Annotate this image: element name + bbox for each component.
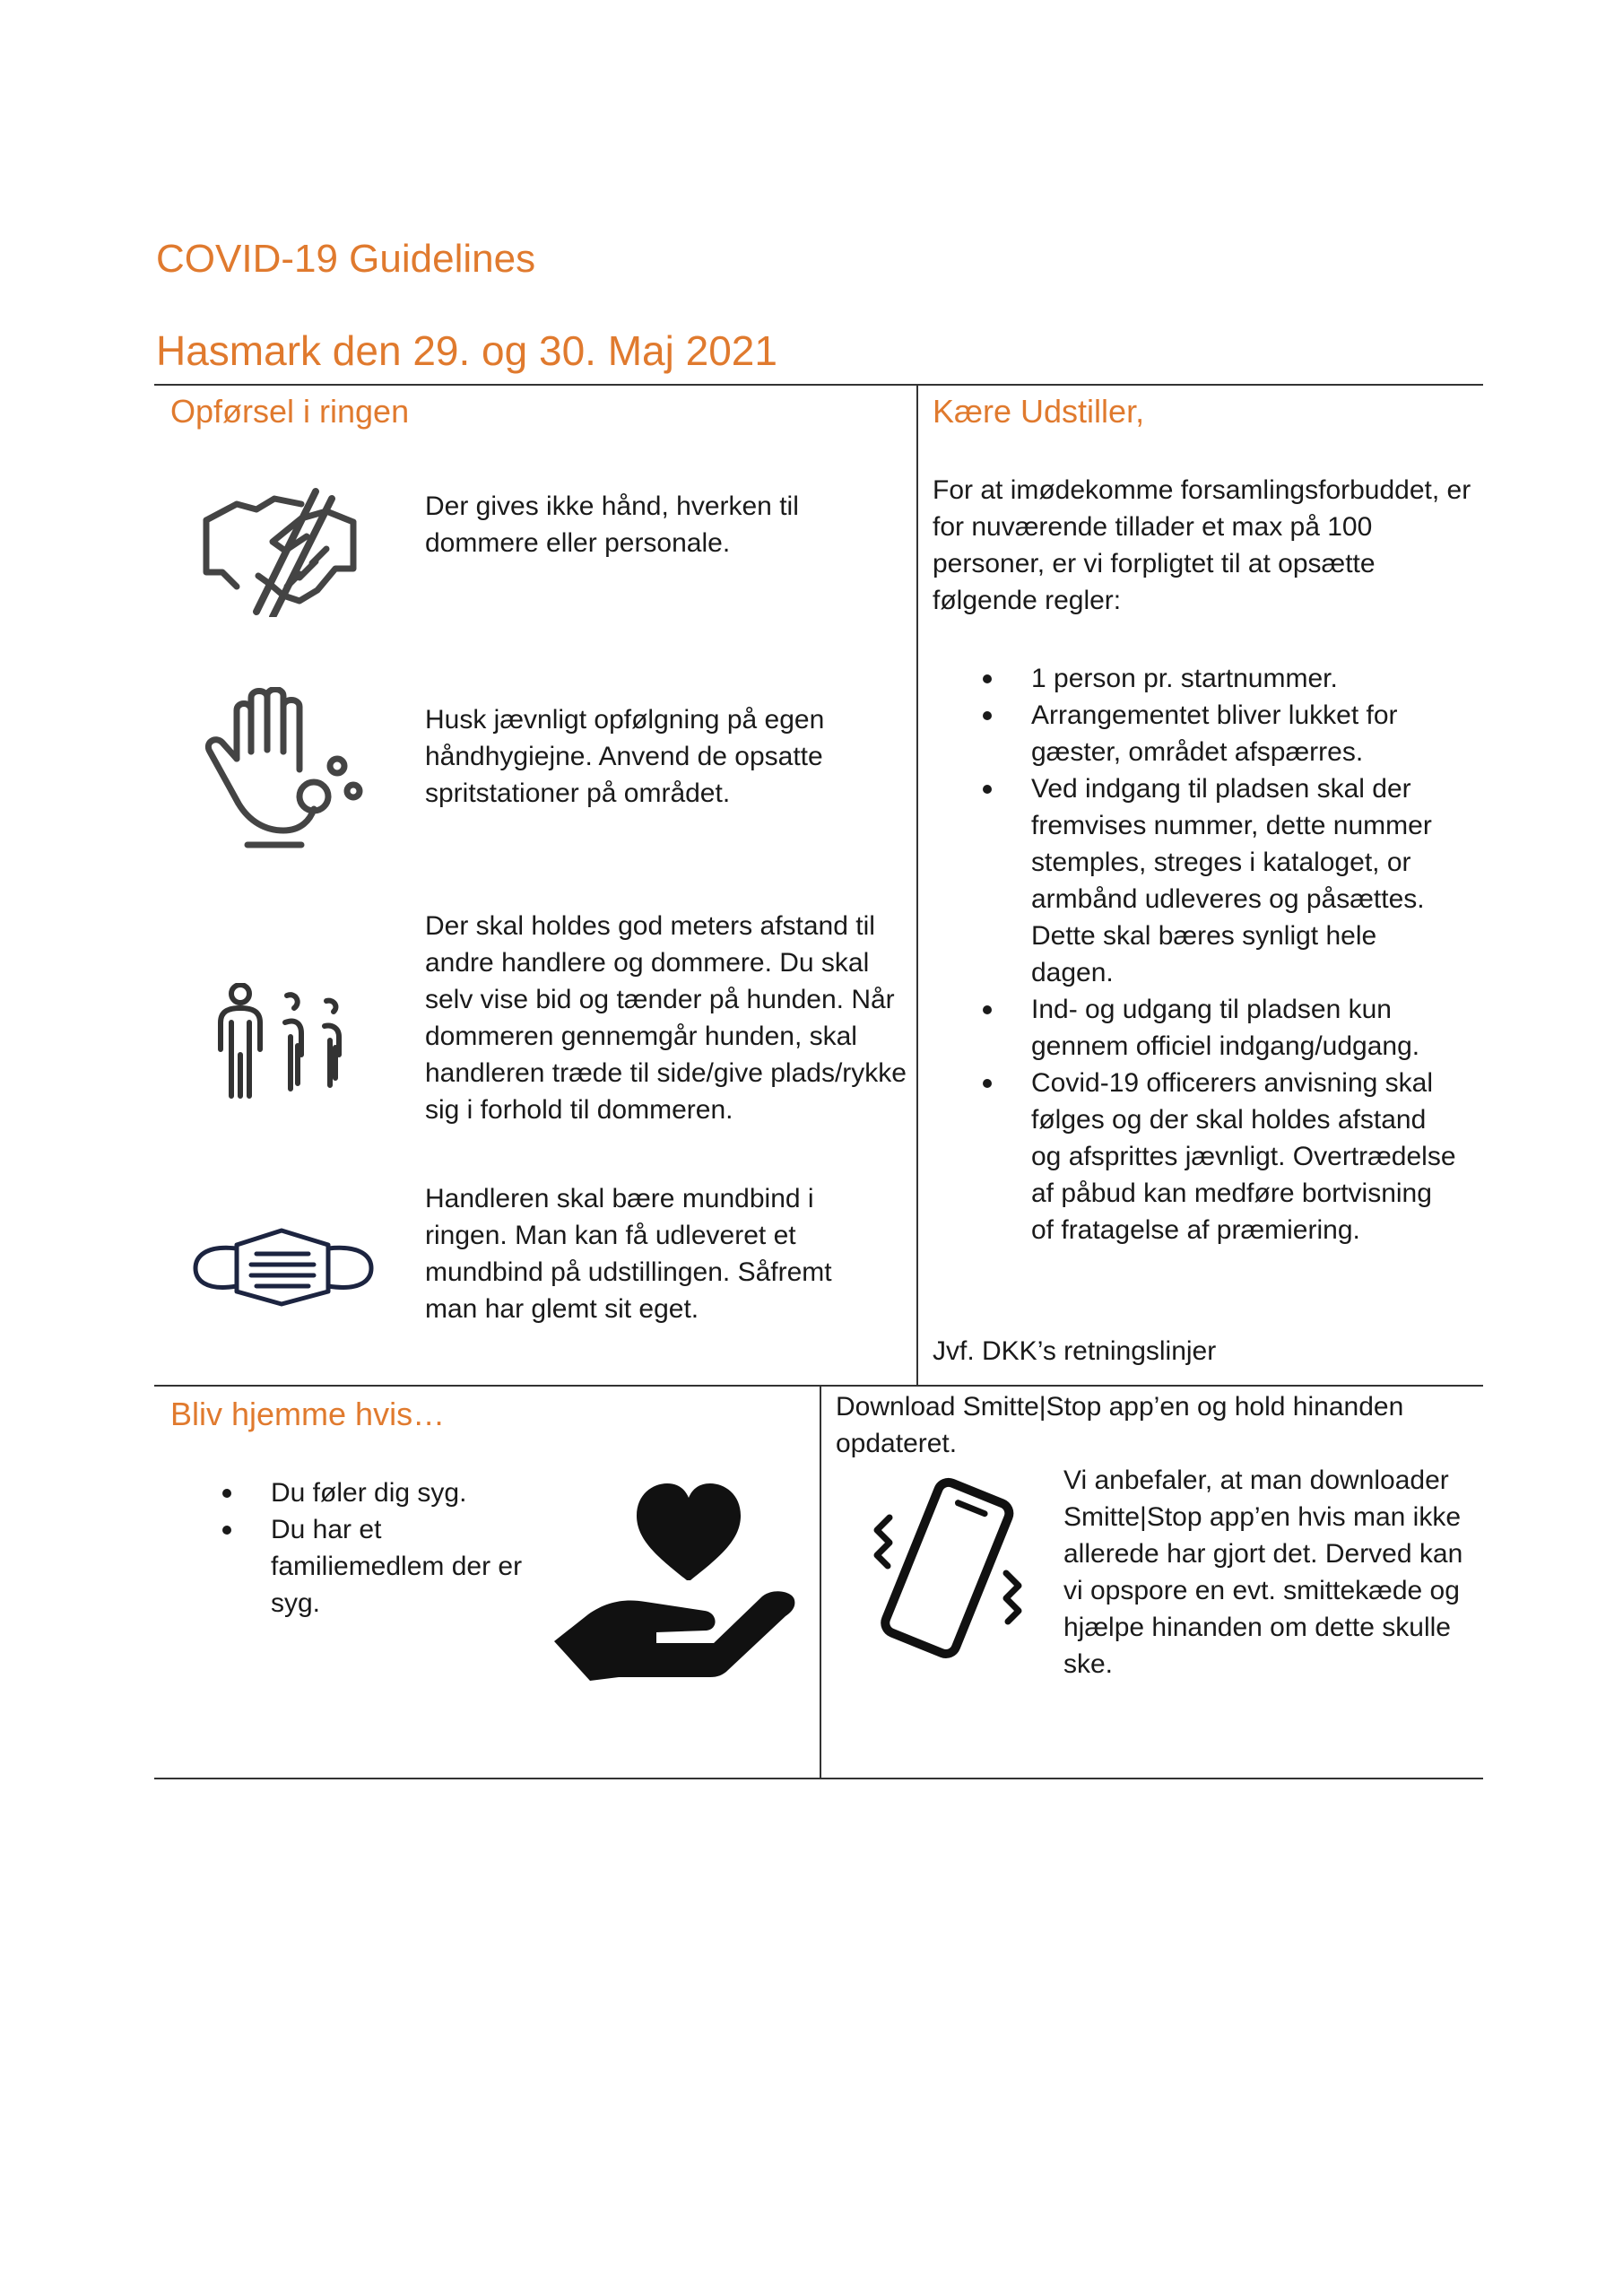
list-item: 1 person pr. startnummer. — [1031, 660, 1462, 697]
behavior-item-4-text: Handleren skal bære mundbind i ringen. Man kan få udleveret et mundbind på udstillingen. Såfremt man har glemt sit eget. — [425, 1184, 832, 1324]
app-heading: Download Smitte|Stop app’en og hold hinanden opdateret. — [836, 1392, 1404, 1458]
list-item: Ved indgang til pladsen skal der fremvises nummer, dette nummer stemples, streges i kataloget, or armbånd udleveres og påsættes. Dette skal bæres synligt hele dagen. — [1031, 770, 1462, 991]
exhibitor-heading: Kære Udstiller, — [933, 393, 1145, 430]
behavior-item-1-text: Der gives ikke hånd, hverken til dommere eller personale. — [425, 491, 799, 558]
list-item: Du har et familiemedlem der er syg. — [271, 1511, 558, 1622]
behavior-heading: Opførsel i ringen — [170, 393, 410, 430]
table-bottom-rule — [154, 1778, 1483, 1779]
handshake-crossed-icon — [201, 486, 359, 617]
table-middle-rule — [154, 1385, 1483, 1387]
app-text: Vi anbefaler, at man downloader Smitte|Stop app’en hvis man ikke allerede har gjort det. Derved kan vi opspore en evt. smittekæde og hjælpe hinanden om dette skulle ske. — [1063, 1465, 1463, 1679]
distance-people-icon — [208, 983, 352, 1100]
exhibitor-intro: For at imødekomme forsamlingsforbuddet, er for nuværende tillader et max på 100 personer, er vi forpligtet til at opsætte følgende regler: — [933, 475, 1471, 615]
list-item: Arrangementet bliver lukket for gæster, området afspærres. — [1031, 697, 1462, 770]
list-item: Covid-19 officerers anvisning skal følges og der skal holdes afstand og afsprittes jævnligt. Overtrædelse af påbud kan medføre bortvisning of fratagelse af præmiering. — [1031, 1065, 1462, 1248]
hand-wash-icon — [203, 687, 368, 848]
list-item: Du føler dig syg. — [271, 1474, 558, 1511]
face-mask-icon — [192, 1227, 375, 1308]
heart-hand-icon — [552, 1480, 800, 1683]
page-title: COVID-19 Guidelines — [156, 237, 536, 281]
behavior-item-2-text: Husk jævnligt opfølgning på egen håndhygiejne. Anvend de opsatte spritstationer på området. — [425, 705, 825, 808]
stay-home-list — [271, 1474, 558, 1622]
exhibitor-footnote: Jvf. DKK’s retningslinjer — [933, 1336, 1217, 1366]
table-divider-top — [916, 384, 918, 1387]
table-top-rule — [154, 384, 1483, 386]
exhibitor-rules-list — [1031, 660, 1462, 1248]
list-item: Ind- og udgang til pladsen kun gennem officiel indgang/udgang. — [1031, 991, 1462, 1065]
page-subtitle: Hasmark den 29. og 30. Maj 2021 — [156, 327, 777, 374]
phone-vibrate-icon — [870, 1474, 1022, 1663]
behavior-item-3-text: Der skal holdes god meters afstand til andre handlere og dommere. Du skal selv vise bid og tænder på hunden. Når dommeren gennemgår hunden, skal handleren træde til side/give plads/rykke sig i forhold til dommeren. — [425, 911, 907, 1125]
table-divider-bottom — [820, 1385, 821, 1779]
stay-home-heading: Bliv hjemme hvis… — [170, 1396, 446, 1432]
